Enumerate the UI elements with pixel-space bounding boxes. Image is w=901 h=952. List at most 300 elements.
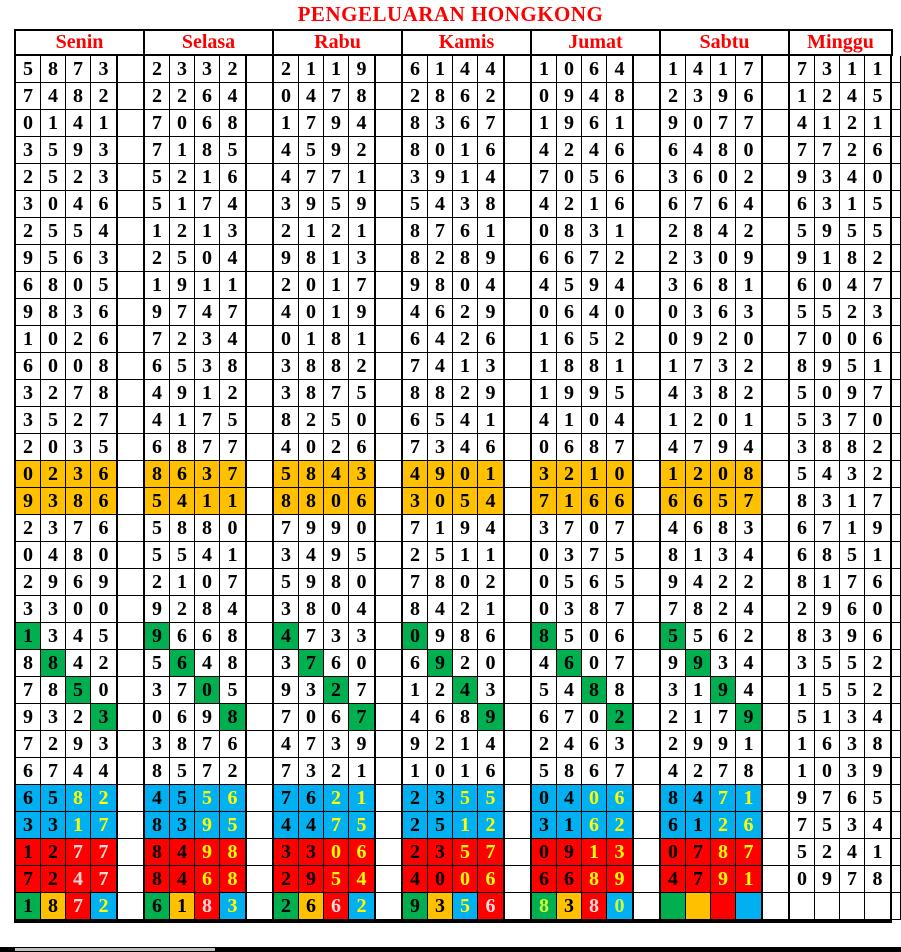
digit-cell: 2: [349, 353, 374, 380]
spacer-cell: [376, 650, 401, 677]
day-group: [272, 83, 376, 110]
digit-cell: 1: [41, 110, 66, 137]
digit-cell: 1: [324, 245, 349, 272]
digit-cell: 9: [428, 650, 453, 677]
digit-cell: 1: [324, 299, 349, 326]
digit-cell: 0: [815, 272, 840, 299]
table-row: [14, 677, 901, 704]
day-group: [14, 569, 118, 596]
spacer-cell: [505, 326, 530, 353]
table-row: [14, 191, 901, 218]
digit-cell: 3: [532, 515, 557, 542]
day-group: [659, 839, 763, 866]
day-group: [788, 245, 892, 272]
digit-cell: 1: [736, 866, 761, 893]
digit-cell: 7: [582, 542, 607, 569]
day-group: [272, 461, 376, 488]
digit-cell: 1: [453, 542, 478, 569]
digit-cell: 1: [736, 407, 761, 434]
digit-cell: 8: [170, 515, 195, 542]
digit-cell: 8: [607, 83, 632, 110]
digit-cell: 5: [865, 191, 890, 218]
table-row: [14, 731, 901, 758]
digit-cell: 3: [91, 56, 116, 83]
digit-cell: 1: [299, 326, 324, 353]
digit-cell: 7: [220, 569, 245, 596]
digit-cell: 8: [145, 758, 170, 785]
day-group: [14, 839, 118, 866]
day-group: [143, 164, 247, 191]
digit-cell: 7: [349, 704, 374, 731]
digit-cell: 5: [790, 839, 815, 866]
day-group: [530, 299, 634, 326]
digit-cell: 0: [736, 326, 761, 353]
digit-cell: 8: [403, 380, 428, 407]
day-group: [401, 515, 505, 542]
digit-cell: 3: [91, 137, 116, 164]
digit-cell: 1: [299, 218, 324, 245]
day-group: [530, 83, 634, 110]
digit-cell: 4: [428, 326, 453, 353]
digit-cell: 3: [16, 380, 41, 407]
day-group: [659, 164, 763, 191]
digit-cell: 5: [428, 542, 453, 569]
spacer-cell: [376, 893, 401, 920]
digit-cell: 5: [790, 299, 815, 326]
spacer-cell: [247, 353, 272, 380]
day-group: [401, 272, 505, 299]
digit-cell: 9: [16, 488, 41, 515]
digit-cell: 9: [170, 272, 195, 299]
digit-cell: 0: [299, 704, 324, 731]
spacer-cell: [763, 731, 788, 758]
spacer-cell: [505, 461, 530, 488]
digit-cell: 0: [661, 299, 686, 326]
spacer-cell: [634, 326, 659, 353]
digit-cell: 1: [790, 83, 815, 110]
day-group: [272, 245, 376, 272]
digit-cell: 7: [478, 839, 503, 866]
digit-cell: 0: [453, 569, 478, 596]
digit-cell: 7: [815, 515, 840, 542]
digit-cell: 5: [220, 407, 245, 434]
spacer-cell: [376, 56, 401, 83]
digit-cell: 8: [711, 380, 736, 407]
day-group: [272, 56, 376, 83]
digit-cell: 6: [349, 839, 374, 866]
digit-cell: 6: [324, 704, 349, 731]
digit-cell: 6: [790, 191, 815, 218]
digit-cell: 0: [170, 110, 195, 137]
day-group: [272, 299, 376, 326]
digit-cell: 3: [349, 245, 374, 272]
digit-cell: 1: [478, 407, 503, 434]
spacer-cell: [892, 110, 901, 137]
spacer-cell: [892, 83, 901, 110]
digit-cell: 8: [661, 785, 686, 812]
digit-cell: 5: [41, 407, 66, 434]
digit-cell: 7: [299, 650, 324, 677]
day-group: [272, 623, 376, 650]
spacer-cell: [505, 434, 530, 461]
digit-cell: 5: [324, 407, 349, 434]
spacer-cell: [247, 866, 272, 893]
digit-cell: 6: [91, 299, 116, 326]
digit-cell: 3: [686, 245, 711, 272]
day-group: [272, 785, 376, 812]
spacer-cell: [892, 569, 901, 596]
day-group: [272, 839, 376, 866]
spacer-cell: [634, 434, 659, 461]
day-group: [272, 866, 376, 893]
day-group: [272, 542, 376, 569]
digit-cell: 0: [453, 461, 478, 488]
digit-cell: 8: [195, 893, 220, 920]
day-group: [401, 218, 505, 245]
day-group: [659, 407, 763, 434]
digit-cell: 7: [686, 839, 711, 866]
digit-cell: 2: [661, 245, 686, 272]
digit-cell: 8: [532, 623, 557, 650]
spacer-cell: [118, 245, 143, 272]
digit-cell: 3: [582, 218, 607, 245]
spacer-cell: [892, 839, 901, 866]
digit-cell: 2: [66, 326, 91, 353]
digit-cell: 0: [349, 407, 374, 434]
digit-cell: 7: [428, 218, 453, 245]
digit-cell: 7: [195, 758, 220, 785]
digit-cell: 3: [661, 164, 686, 191]
spacer-cell: [118, 866, 143, 893]
day-group: [143, 110, 247, 137]
digit-cell: 8: [145, 812, 170, 839]
scrollbar-thumb: [15, 948, 215, 951]
day-group: [401, 191, 505, 218]
digit-cell: 3: [453, 191, 478, 218]
spacer-cell: [505, 245, 530, 272]
digit-cell: 0: [324, 488, 349, 515]
day-group: [401, 569, 505, 596]
digit-cell: 4: [686, 785, 711, 812]
digit-cell: 7: [91, 407, 116, 434]
spacer-cell: [118, 839, 143, 866]
digit-cell: 2: [41, 731, 66, 758]
digit-cell: 8: [607, 677, 632, 704]
spacer-cell: [247, 515, 272, 542]
spacer-cell: [763, 542, 788, 569]
digit-cell: 3: [840, 758, 865, 785]
digit-cell: 8: [41, 650, 66, 677]
spacer-cell: [247, 110, 272, 137]
digit-cell: 0: [403, 623, 428, 650]
digit-cell: 8: [299, 596, 324, 623]
digit-cell: 8: [736, 758, 761, 785]
day-group: [788, 353, 892, 380]
digit-cell: 5: [453, 893, 478, 920]
digit-cell: 5: [790, 704, 815, 731]
digit-cell: 9: [478, 704, 503, 731]
results-table: [0, 29, 901, 923]
digit-cell: 7: [865, 380, 890, 407]
digit-cell: 9: [815, 866, 840, 893]
digit-cell: 9: [349, 731, 374, 758]
day-group: [143, 488, 247, 515]
spacer-cell: [892, 596, 901, 623]
digit-cell: 5: [220, 677, 245, 704]
day-group: [272, 164, 376, 191]
digit-cell: 1: [686, 704, 711, 731]
digit-cell: 8: [686, 596, 711, 623]
digit-cell: 0: [324, 839, 349, 866]
digit-cell: 6: [349, 434, 374, 461]
table-row: [14, 137, 901, 164]
digit-cell: 1: [478, 218, 503, 245]
spacer-cell: [763, 515, 788, 542]
digit-cell: 1: [453, 758, 478, 785]
digit-cell: 7: [607, 650, 632, 677]
digit-cell: 6: [349, 488, 374, 515]
spacer-cell: [376, 488, 401, 515]
digit-cell: 5: [16, 56, 41, 83]
spacer-cell: [505, 164, 530, 191]
day-group: [788, 893, 892, 920]
digit-cell: 7: [686, 866, 711, 893]
digit-cell: 0: [865, 164, 890, 191]
digit-cell: 2: [324, 758, 349, 785]
digit-cell: 3: [736, 299, 761, 326]
digit-cell: 1: [865, 353, 890, 380]
digit-cell: 4: [274, 812, 299, 839]
digit-cell: 9: [736, 245, 761, 272]
day-group: [530, 434, 634, 461]
digit-cell: 7: [711, 785, 736, 812]
digit-cell: 9: [711, 434, 736, 461]
digit-cell: 5: [607, 569, 632, 596]
day-group: [143, 677, 247, 704]
day-group: [530, 407, 634, 434]
day-group: [401, 380, 505, 407]
spacer-cell: [763, 137, 788, 164]
day-group: [530, 488, 634, 515]
digit-cell: 9: [478, 299, 503, 326]
spacer-cell: [634, 299, 659, 326]
digit-cell: 4: [840, 272, 865, 299]
digit-cell: 7: [195, 434, 220, 461]
spacer-cell: [247, 245, 272, 272]
digit-cell: 8: [170, 731, 195, 758]
spacer-cell: [376, 677, 401, 704]
digit-cell: 8: [711, 137, 736, 164]
digit-cell: 8: [220, 839, 245, 866]
spacer-cell: [892, 704, 901, 731]
digit-cell: 9: [41, 569, 66, 596]
digit-cell: 9: [403, 893, 428, 920]
table-row: [14, 542, 901, 569]
day-group: [143, 380, 247, 407]
digit-cell: 6: [91, 191, 116, 218]
digit-cell: 2: [41, 461, 66, 488]
digit-cell: 4: [274, 137, 299, 164]
digit-cell: 8: [403, 110, 428, 137]
digit-cell: 5: [840, 218, 865, 245]
day-group: [14, 866, 118, 893]
digit-cell: 6: [661, 137, 686, 164]
spacer-cell: [505, 893, 530, 920]
table-row: [14, 569, 901, 596]
digit-cell: 9: [324, 137, 349, 164]
digit-cell: 2: [532, 731, 557, 758]
spacer-cell: [505, 191, 530, 218]
spacer-cell: [376, 785, 401, 812]
digit-cell: 7: [840, 569, 865, 596]
digit-cell: 4: [478, 164, 503, 191]
digit-cell: 4: [840, 83, 865, 110]
table-bottom-border: [14, 920, 892, 923]
day-group: [530, 137, 634, 164]
spacer-cell: [763, 461, 788, 488]
spacer-cell: [376, 434, 401, 461]
digit-cell: 5: [299, 137, 324, 164]
digit-cell: 3: [145, 677, 170, 704]
spacer-cell: [892, 434, 901, 461]
digit-cell: 3: [711, 542, 736, 569]
spacer-cell: [118, 299, 143, 326]
digit-cell: 4: [557, 677, 582, 704]
digit-cell: 1: [865, 110, 890, 137]
table-row: [14, 515, 901, 542]
digit-cell: 5: [840, 542, 865, 569]
digit-cell: 9: [349, 299, 374, 326]
digit-cell: 9: [478, 245, 503, 272]
digit-cell: 4: [532, 407, 557, 434]
day-group: [143, 407, 247, 434]
digit-cell: 3: [16, 407, 41, 434]
digit-cell: 1: [865, 542, 890, 569]
day-group: [14, 812, 118, 839]
digit-cell: 0: [840, 326, 865, 353]
digit-cell: 0: [66, 596, 91, 623]
digit-cell: 4: [736, 542, 761, 569]
digit-cell: 3: [790, 650, 815, 677]
spacer-cell: [376, 299, 401, 326]
spacer-cell: [763, 245, 788, 272]
digit-cell: 8: [532, 893, 557, 920]
digit-cell: 4: [711, 218, 736, 245]
digit-cell: 8: [557, 353, 582, 380]
digit-cell: 9: [557, 380, 582, 407]
spacer-cell: [247, 488, 272, 515]
digit-cell: 4: [195, 650, 220, 677]
day-group: [143, 650, 247, 677]
digit-cell: 1: [453, 164, 478, 191]
digit-cell: 0: [607, 893, 632, 920]
digit-cell: 7: [607, 758, 632, 785]
table-row: [14, 272, 901, 299]
digit-cell: 4: [299, 83, 324, 110]
digit-cell: 6: [661, 191, 686, 218]
digit-cell: 9: [865, 515, 890, 542]
digit-cell: 3: [299, 839, 324, 866]
day-group: [143, 353, 247, 380]
digit-cell: 6: [66, 569, 91, 596]
digit-cell: 3: [274, 839, 299, 866]
digit-cell: 9: [661, 569, 686, 596]
day-group: [14, 461, 118, 488]
day-group: [14, 758, 118, 785]
spacer-cell: [892, 56, 901, 83]
digit-cell: 6: [557, 866, 582, 893]
day-group: [143, 515, 247, 542]
digit-cell: 8: [41, 893, 66, 920]
digit-cell: 3: [686, 299, 711, 326]
day-group: [14, 164, 118, 191]
digit-cell: 8: [711, 839, 736, 866]
digit-cell: 5: [403, 191, 428, 218]
digit-cell: 5: [815, 812, 840, 839]
digit-cell: 2: [91, 785, 116, 812]
digit-cell: 6: [840, 785, 865, 812]
digit-cell: 6: [478, 758, 503, 785]
day-group: [659, 461, 763, 488]
digit-cell: 3: [299, 758, 324, 785]
digit-cell: 9: [815, 353, 840, 380]
day-group: [659, 191, 763, 218]
digit-cell: 6: [66, 245, 91, 272]
day-group: [143, 137, 247, 164]
spacer-cell: [247, 299, 272, 326]
day-group: [14, 731, 118, 758]
digit-cell: 9: [195, 812, 220, 839]
digit-cell: 2: [41, 380, 66, 407]
digit-cell: 4: [661, 758, 686, 785]
spacer-cell: [763, 434, 788, 461]
spacer-cell: [247, 893, 272, 920]
digit-cell: 2: [274, 893, 299, 920]
digit-cell: 2: [607, 812, 632, 839]
digit-cell: 3: [478, 677, 503, 704]
spacer-cell: [118, 893, 143, 920]
digit-cell: 6: [686, 488, 711, 515]
digit-cell: 5: [428, 812, 453, 839]
digit-cell: 2: [661, 731, 686, 758]
digit-cell: 2: [686, 407, 711, 434]
day-group: [401, 164, 505, 191]
digit-cell: 3: [66, 434, 91, 461]
spacer-cell: [247, 596, 272, 623]
day-group: [401, 83, 505, 110]
digit-cell: 0: [66, 272, 91, 299]
digit-cell: 3: [220, 218, 245, 245]
digit-cell: 6: [170, 704, 195, 731]
spacer-cell: [118, 596, 143, 623]
digit-cell: 1: [324, 272, 349, 299]
digit-cell: 1: [686, 542, 711, 569]
digit-cell: 5: [453, 785, 478, 812]
digit-cell: 6: [403, 326, 428, 353]
digit-cell: 7: [299, 731, 324, 758]
digit-cell: 3: [840, 704, 865, 731]
spacer-cell: [118, 191, 143, 218]
digit-cell: 8: [324, 326, 349, 353]
day-group: [788, 191, 892, 218]
day-group: [788, 218, 892, 245]
digit-cell: 1: [66, 812, 91, 839]
digit-cell: 1: [557, 812, 582, 839]
digit-cell: 8: [428, 272, 453, 299]
day-group: [788, 812, 892, 839]
day-group: [659, 731, 763, 758]
digit-cell: 2: [478, 83, 503, 110]
